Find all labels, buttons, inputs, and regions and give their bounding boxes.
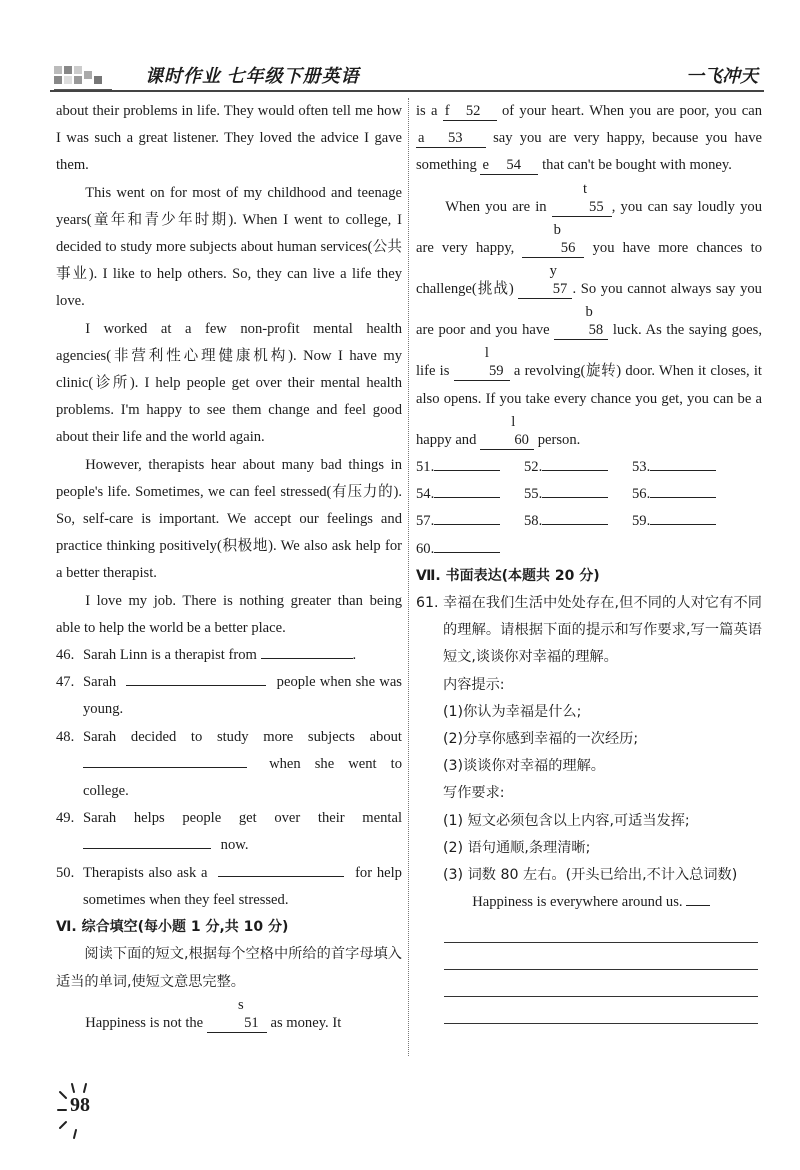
cloze-blank-53[interactable] [416, 129, 486, 148]
question-46 [56, 642, 402, 669]
cloze-blank-58[interactable] [554, 303, 608, 340]
cloze-text: Happiness is not the [85, 1014, 204, 1031]
answer-label: 52. [524, 459, 543, 476]
question-text-a: Therapists also ask a [83, 864, 208, 881]
answer-line[interactable] [434, 508, 500, 525]
question-text-b: now. [220, 837, 249, 854]
question-number: 49. [56, 810, 75, 827]
opening-sentence: Happiness is everywhere around us. [472, 894, 683, 911]
answer-label: 55. [524, 486, 543, 503]
column-divider [408, 98, 409, 1056]
answer-slot-59 [632, 508, 740, 535]
writing-line[interactable] [686, 889, 710, 906]
question-text-a: Sarah decided to study more subjects about [83, 728, 402, 745]
blank-number: 53 [447, 130, 463, 147]
page-number [54, 1080, 114, 1150]
section-7-title: Ⅶ. 书面表达(本题共 20 分) [416, 567, 600, 584]
hint-item: (1)你认为幸福是什么; [443, 703, 582, 720]
cloze-text: say you are very happy, because you have something [416, 130, 762, 174]
cloze-text: person. [537, 431, 581, 448]
writing-guidance [416, 672, 762, 890]
hint-item: (3)谈谈你对幸福的理解。 [443, 758, 605, 775]
cloze-paragraph-1 [416, 98, 762, 180]
answer-label: 59. [632, 513, 651, 530]
cloze-blank-59[interactable] [454, 344, 510, 381]
question-text-a: Sarah helps people get over their mental [83, 810, 402, 827]
question-prompt: 幸福在我们生活中处处存在,但不同的人对它有不同的理解。请根据下面的提示和写作要求,写一篇英语短文,谈谈你对幸福的理解。 [443, 595, 762, 666]
requirement-item: (2) 语句通顺,条理清晰; [443, 839, 591, 856]
blank-number: 54 [506, 157, 521, 174]
answer-slot-57 [416, 508, 524, 535]
cloze-text: When you are in [445, 198, 547, 215]
blank-letter: s [238, 996, 244, 1013]
header-title: 课时作业 七年级下册英语 [145, 66, 360, 86]
cloze-paragraph-2 [416, 180, 762, 454]
question-50 [56, 860, 402, 914]
cloze-text: you have more chances to challenge(挑战) [416, 239, 762, 298]
page-header [40, 56, 764, 94]
answer-label: 53. [632, 459, 651, 476]
answer-line[interactable] [434, 454, 500, 471]
answer-slot-53 [632, 454, 740, 481]
cloze-start [56, 996, 402, 1037]
passage-paragraph-5: I love my job. There is nothing greater than being able to help the world be a better place. [56, 592, 402, 636]
passage-paragraph-3: I worked at a few non-profit mental health agencies(非营利性心理健康机构). Now I have my clinic(诊所). I help people get over their mental health problems. I'm happy to see them change and feel good about their life and the world again. [56, 320, 402, 446]
answer-blank[interactable] [83, 751, 247, 768]
cloze-text: as money. It [270, 1014, 342, 1031]
writing-line[interactable] [444, 970, 758, 997]
question-number: 50. [56, 864, 75, 881]
header-rule [50, 90, 764, 92]
answer-slot-54 [416, 481, 524, 508]
writing-opening [416, 889, 762, 916]
blank-letter: b [553, 221, 561, 238]
blank-letter: a [418, 130, 425, 147]
answer-line[interactable] [650, 454, 716, 471]
hint-title: 内容提示: [443, 676, 505, 693]
header-brand: 一飞冲天 [686, 66, 758, 86]
blank-number: 55 [589, 198, 604, 215]
section-6-instructions: 阅读下面的短文,根据每个空格中所给的首字母填入适当的单词,使短文意思完整。 [56, 946, 402, 990]
answer-blank[interactable] [126, 669, 266, 686]
question-number: 47. [56, 674, 75, 691]
answer-grid [416, 454, 762, 563]
answer-label: 56. [632, 486, 651, 503]
answer-line[interactable] [542, 508, 608, 525]
right-column [416, 98, 762, 1024]
section-6-title: Ⅵ. 综合填空(每小题 1 分,共 10 分) [56, 919, 289, 936]
header-decoration-icon [52, 62, 142, 92]
cloze-blank-56[interactable] [522, 221, 584, 258]
question-text-b: when she went to college. [83, 755, 402, 800]
cloze-text: a revolving(旋转) door. When it closes, it also opens. If you take every chance you get, you can be a happy and [416, 363, 762, 448]
requirement-item: (3) 词数 80 左右。(开头已给出,不计入总词数) [443, 867, 738, 884]
answer-blank[interactable] [83, 832, 211, 849]
question-48 [56, 724, 402, 806]
cloze-blank-55[interactable] [552, 180, 612, 217]
answer-slot-55 [524, 481, 632, 508]
answer-blank[interactable] [218, 860, 344, 877]
cloze-text: . So you cannot always say you are poor and you have [416, 281, 762, 339]
answer-label: 57. [416, 513, 435, 530]
question-text-b: for help sometimes when they feel stressed. [83, 864, 402, 908]
blank-number: 58 [588, 322, 604, 339]
blank-letter: l [511, 413, 516, 430]
question-text-a: Sarah [83, 674, 117, 691]
hint-item: (2)分享你感到幸福的一次经历; [443, 731, 639, 748]
question-47 [56, 669, 402, 723]
question-number: 61. [416, 595, 439, 612]
left-column [56, 98, 402, 1037]
question-61 [416, 590, 762, 672]
answer-slot-56 [632, 481, 740, 508]
answer-line[interactable] [434, 481, 500, 498]
answer-label: 51. [416, 459, 435, 476]
answer-label: 60. [416, 540, 435, 557]
answer-line[interactable] [542, 454, 608, 471]
cloze-blank-51[interactable] [207, 996, 267, 1033]
blank-number: 59 [488, 363, 504, 380]
cloze-text: , you can say loudly you are very happy, [416, 198, 762, 256]
cloze-blank-54[interactable] [480, 156, 538, 175]
blank-number: 56 [560, 239, 576, 256]
cloze-text: that can't be bought with money. [542, 157, 732, 174]
blank-letter: l [484, 345, 489, 362]
blank-number: 60 [514, 431, 529, 448]
blank-number: 51 [244, 1014, 259, 1031]
answer-line[interactable] [434, 536, 500, 553]
writing-line[interactable] [444, 997, 758, 1024]
requirement-title: 写作要求: [443, 785, 505, 802]
cloze-blank-57[interactable] [518, 262, 572, 299]
question-text: Sarah Linn is a therapist from [83, 647, 257, 664]
answer-slot-58 [524, 508, 632, 535]
answer-slot-52 [524, 454, 632, 481]
answer-line[interactable] [650, 508, 716, 525]
blank-letter: t [582, 180, 587, 197]
passage-paragraph-1: about their problems in life. They would often tell me how I was such a great listener. They loved the advice I gave them. [56, 103, 402, 174]
answer-blank[interactable] [261, 642, 353, 659]
writing-line[interactable] [444, 916, 758, 943]
answer-slot-60 [416, 536, 524, 563]
cloze-text: is a [416, 103, 438, 119]
passage-paragraph-4: However, therapists hear about many bad things in people's life. Sometimes, we can feel stressed(有压力的). So, self-care is important. We accept our feelings and practice thinking positively(积极地). We also ask help for a better therapist. [56, 456, 402, 582]
blank-letter: b [585, 304, 593, 321]
question-number: 48. [56, 728, 75, 745]
cloze-text: luck. As the saying goes, life is [416, 322, 762, 380]
answer-line[interactable] [650, 481, 716, 498]
passage-paragraph-2: This went on for most of my childhood and teenage years(童年和青少年时期). When I went to college, I decided to study more subjects about human services(公共事业). I like to help others. So, they can live a life they love. [56, 184, 402, 310]
question-49 [56, 805, 402, 859]
blank-letter: y [549, 263, 557, 280]
cloze-blank-60[interactable] [480, 413, 534, 450]
answer-slot-51 [416, 454, 524, 481]
requirement-item: (1) 短文必须包含以上内容,可适当发挥; [443, 812, 690, 829]
cloze-blank-52[interactable] [443, 102, 497, 121]
blank-number: 57 [552, 281, 568, 298]
question-number: 46. [56, 647, 75, 664]
blank-letter: e [482, 157, 489, 174]
page-number-text: 98 [70, 1094, 90, 1116]
cloze-text: of your heart. When you are poor, you can [502, 103, 762, 119]
blank-letter: f [444, 103, 450, 119]
answer-label: 58. [524, 513, 543, 530]
answer-line[interactable] [542, 481, 608, 498]
blank-number: 52 [465, 103, 481, 119]
answer-label: 54. [416, 486, 435, 503]
writing-line[interactable] [444, 943, 758, 970]
question-text-b: people when she was young. [83, 674, 402, 718]
question-end: . [352, 647, 357, 664]
